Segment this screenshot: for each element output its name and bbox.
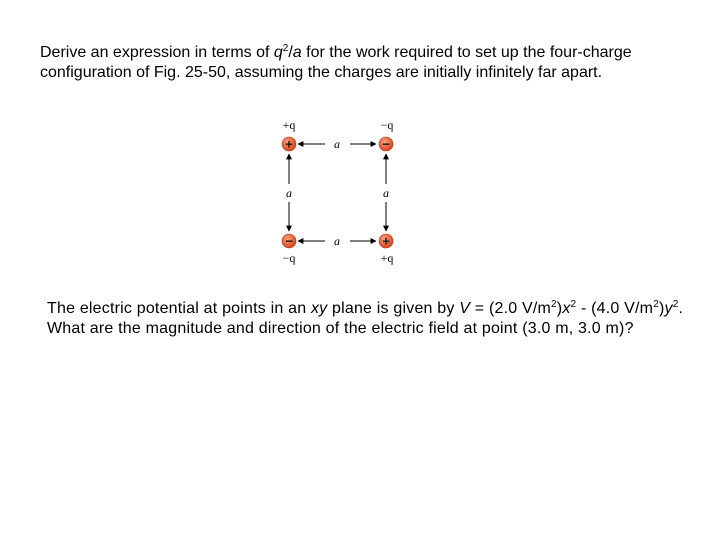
plus-sign: + [285, 136, 293, 152]
problem-2-part: ) [658, 300, 665, 317]
plus-sign: + [382, 233, 390, 249]
problem-2-part: The electric potential at points in an [47, 300, 311, 317]
left-side-label: a [286, 186, 292, 200]
exponent: 2 [551, 299, 557, 310]
top-right-charge-label: −q [380, 118, 394, 132]
exponent: 2 [672, 299, 679, 310]
charge-top-left [282, 137, 296, 152]
problem-2-part: = (2.0 V/m [470, 300, 552, 317]
exponent: 2 [653, 299, 659, 310]
problem-2-part: . What are the magnitude and direction of the electric field at point (3.0 m, 3.0 m)? [47, 300, 684, 337]
slash: / [288, 44, 293, 61]
bottom-right-charge-label: +q [380, 251, 394, 265]
problem-1-text [40, 43, 690, 83]
minus-sign: − [285, 233, 293, 249]
charge-bottom-left [282, 234, 296, 249]
problem-1-part: Derive an expression in terms of [40, 44, 274, 61]
variable-q: q [273, 44, 283, 61]
exponent: 2 [570, 299, 577, 310]
problem-2-part: - (4.0 V/m [576, 300, 654, 317]
variable-y: y [664, 300, 673, 317]
problem-2-text [47, 299, 692, 339]
variable-V: V [459, 300, 471, 317]
variable-a: a [292, 44, 302, 61]
right-side-label: a [383, 186, 389, 200]
problem-2-part: ) [556, 300, 563, 317]
variable-x: x [562, 300, 571, 317]
charge-bottom-right [379, 234, 393, 249]
four-charge-figure [270, 112, 410, 272]
minus-sign: − [382, 136, 390, 152]
bottom-side-label: a [334, 234, 340, 248]
exponent: 2 [282, 43, 289, 54]
top-left-charge-label: +q [282, 118, 296, 132]
charge-top-right [379, 137, 393, 152]
variable-xy: xy [310, 300, 328, 317]
top-side-label: a [334, 137, 340, 151]
problem-2-part: plane is given by [327, 300, 460, 317]
problem-1-part: for the work required to set up the four-charge configuration of Fig. 25-50, assuming the charges are initially infinitely far apart. [40, 44, 632, 81]
bottom-left-charge-label: −q [282, 251, 296, 265]
